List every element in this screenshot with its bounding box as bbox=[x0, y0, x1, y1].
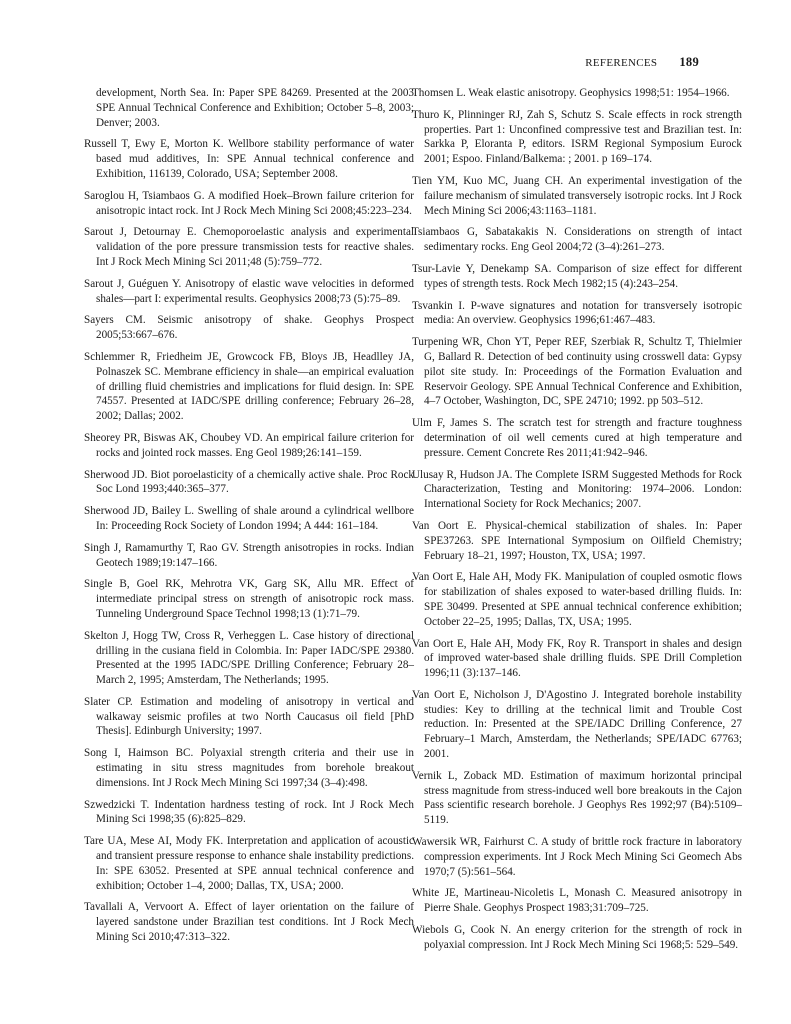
reference-entry: Szwedzicki T. Indentation hardness testing of rock. Int J Rock Mech Mining Sci 1998;35 (6):825–829. bbox=[84, 798, 414, 826]
reference-entry: Sherwood JD. Biot poroelasticity of a chemically active shale. Proc Rock Soc Lond 1993;440:365–377. bbox=[84, 468, 414, 496]
reference-column-right bbox=[412, 86, 742, 960]
reference-entry: Tsvankin I. P-wave signatures and notation for transversely isotropic media: An overview. Geophysics 1996;61:467–483. bbox=[412, 299, 742, 327]
reference-entry: Van Oort E. Physical-chemical stabilization of shales. In: Paper SPE37263. SPE International Symposium on Oilfield Chemistry; February 18–21, 1997; Houston, TX, USA; 1997. bbox=[412, 519, 742, 562]
reference-entry: Wawersik WR, Fairhurst C. A study of brittle rock fracture in laboratory compression experiments. Int J Rock Mech Mining Sci Geomech Abs 1970;7 (5):561–564. bbox=[412, 836, 742, 878]
reference-entry: Slater CP. Estimation and modeling of anisotropy in vertical and walkaway seismic profiles at two North Caucasus oil field [PhD Thesis]. Edinburgh University; 1997. bbox=[84, 695, 414, 738]
reference-entry: Ulm F, James S. The scratch test for strength and fracture toughness determination of oil well cements cured at high temperature and pressure. Cement Concrete Res 2011;41:942–946. bbox=[412, 417, 742, 459]
reference-entry: Turpening WR, Chon YT, Peper REF, Szerbiak R, Schultz T, Thielmier G, Ballard R. Detection of bed continuity using crosswell data: Gypsy pilot site study. In: Proceedings of the Formation Evaluation and Reservoir Geology. SPE Annual Technical Conference and Exhibition, 4–7 October, Washington, DC, SPE 24710; 1992. pp 503–512. bbox=[412, 336, 742, 408]
reference-column-left bbox=[84, 86, 414, 952]
reference-entry: Tsiambaos G, Sabatakakis N. Considerations on strength of intact sedimentary rocks. Eng Geol 2004;72 (3–4):261–273. bbox=[412, 226, 742, 254]
reference-entry: Russell T, Ewy E, Morton K. Wellbore stability performance of water based mud additives, In: SPE Annual technical conference and Exhibition, 116139, Colorado, USA; September 2008. bbox=[84, 138, 414, 180]
reference-entry: Schlemmer R, Friedheim JE, Growcock FB, Bloys JB, Headlley JA, Polnaszek SC. Membrane efficiency in shale—an empirical evaluation of drilling fluid chemistries and implications for fluid design. In: SPE 74557. Presented at IADC/SPE drilling conference; February 26–28, 2002; Dallas; 2002. bbox=[84, 350, 414, 423]
reference-entry: Sherwood JD, Bailey L. Swelling of shale around a cylindrical wellbore In: Proceeding Rock Society of London 1994; A 444: 161–184. bbox=[84, 505, 414, 532]
reference-entry: Vernik L, Zoback MD. Estimation of maximum horizontal principal stress magnitude from stress-induced well bore breakouts in the Cajon Pass scientific research borehole. J Geophys Res 1992;97 (B4):5109–5119. bbox=[412, 769, 742, 827]
reference-entry: Van Oort E, Nicholson J, D'Agostino J. Integrated borehole instability studies: Key to drilling at the technical limit and Trouble Cost reduction. In: Presented at the SPE/IADC Drilling Conference, 27 February–1 March, Amsterdam, the Netherlands; SPE/IADC 67763; 2001. bbox=[412, 688, 742, 761]
reference-entry: Van Oort E, Hale AH, Mody FK. Manipulation of coupled osmotic flows for stabilization of shales exposed to water-based drilling fluids. In: SPE 30499. Presented at SPE annual technical conference exhibition; October 22–25, 1995; Dallas, TX, USA; 1995. bbox=[412, 571, 742, 628]
reference-entry: Skelton J, Hogg TW, Cross R, Verheggen L. Case history of directional drilling in the cusiana field in Colombia. In: Paper IADC/SPE 29380. Presented at the 1995 IADC/SPE Drilling Conference; February 28–March 2, 1995; Amsterdam, The Netherlands; 1995. bbox=[84, 629, 414, 687]
reference-entry: Wiebols G, Cook N. An energy criterion for the strength of rock in polyaxial compression. Int J Rock Mech Mining Sci 1968;5: 529–549. bbox=[412, 924, 742, 951]
reference-entry: Van Oort E, Hale AH, Mody FK, Roy R. Transport in shales and design of improved water-based shale drilling fluids. SPE Drill Completion 1996;11 (3):137–146. bbox=[412, 637, 742, 680]
reference-entry: Sayers CM. Seismic anisotropy of shake. Geophys Prospect 2005;53:667–676. bbox=[84, 314, 414, 342]
reference-entry: Tien YM, Kuo MC, Juang CH. An experimental investigation of the failure mechanism of simulated transversely isotropic rocks. Int J Rock Mech Mining Sci 2006;43:1163–1181. bbox=[412, 174, 742, 217]
reference-entry: Thomsen L. Weak elastic anisotropy. Geophysics 1998;51: 1954–1966. bbox=[412, 87, 730, 99]
reference-entry: Sarout J, Detournay E. Chemoporoelastic analysis and experimental validation of the pore pressure transmission tests for reactive shales. Int J Rock Mech Mining Sci 2011;48 (5):759–772. bbox=[84, 226, 414, 268]
reference-entry: Tsur-Lavie Y, Denekamp SA. Comparison of size effect for different types of strength tests. Rock Mech 1982;15 (4):243–254. bbox=[412, 262, 742, 290]
reference-entry: Thuro K, Plinninger RJ, Zah S, Schutz S. Scale effects in rock strength properties. Part 1: Unconfined compressive test and Brazilian test. In: Sarkka P, Eloranta P, editors. ISRM Regional Symposium Eurock 2001; Espoo. Finland/Balkema: ; 2001. p 169–174. bbox=[412, 108, 742, 166]
running-head bbox=[585, 55, 699, 70]
reference-entry: Singh J, Ramamurthy T, Rao GV. Strength anisotropies in rocks. Indian Geotech 1989;19:147–166. bbox=[84, 541, 414, 569]
reference-entry: development, North Sea. In: Paper SPE 84269. Presented at the 2003 SPE Annual Technical Conference and Exhibition; October 5–8, 2003; Denver; 2003. bbox=[96, 87, 414, 129]
reference-entry: Single B, Goel RK, Mehrotra VK, Garg SK, Allu MR. Effect of intermediate principal stress on strength of anisotropic rock mass. Tunneling Underground Space Technol 1998;13 (1):71–79. bbox=[84, 578, 414, 620]
reference-entry: Saroglou H, Tsiambaos G. A modified Hoek–Brown failure criterion for anisotropic intact rock. Int J Rock Mech Mining Sci 2008;45:223–234. bbox=[84, 189, 414, 217]
reference-entry: White JE, Martineau-Nicoletis L, Monash C. Measured anisotropy in Pierre Shale. Geophys Prospect 1983;31:709–725. bbox=[412, 887, 742, 915]
reference-entry: Sarout J, Guéguen Y. Anisotropy of elastic wave velocities in deformed shales—part I: experimental results. Geophysics 2008;73 (5):75–89. bbox=[84, 277, 414, 305]
page-number: 189 bbox=[679, 55, 699, 69]
reference-entry: Ulusay R, Hudson JA. The Complete ISRM Suggested Methods for Rock Characterization, Testing and Monitoring: 1974–2006. London: International Society for Rock Mechanics; 2007. bbox=[412, 468, 742, 511]
reference-entry: Tare UA, Mese AI, Mody FK. Interpretation and application of acoustic and transient pressure response to enhance shale instability predictions. In: SPE 63052. Presented at SPE annual technical conference and exhibition; October 1–4, 2000; Dallas, TX, USA; 2000. bbox=[84, 835, 414, 892]
section-title: REFERENCES bbox=[585, 57, 658, 69]
reference-entry: Tavallali A, Vervoort A. Effect of layer orientation on the failure of layered sandstone under Brazilian test conditions. Int J Rock Mech Mining Sci 2010;47:313–322. bbox=[84, 901, 414, 944]
reference-entry: Sheorey PR, Biswas AK, Choubey VD. An empirical failure criterion for rocks and jointed rock masses. Eng Geol 1989;26:141–159. bbox=[84, 431, 414, 459]
reference-entry: Song I, Haimson BC. Polyaxial strength criteria and their use in estimating in situ stress magnitudes from borehole breakout dimensions. Int J Rock Mech Mining Sci 1997;34 (3–4):498. bbox=[84, 747, 414, 789]
